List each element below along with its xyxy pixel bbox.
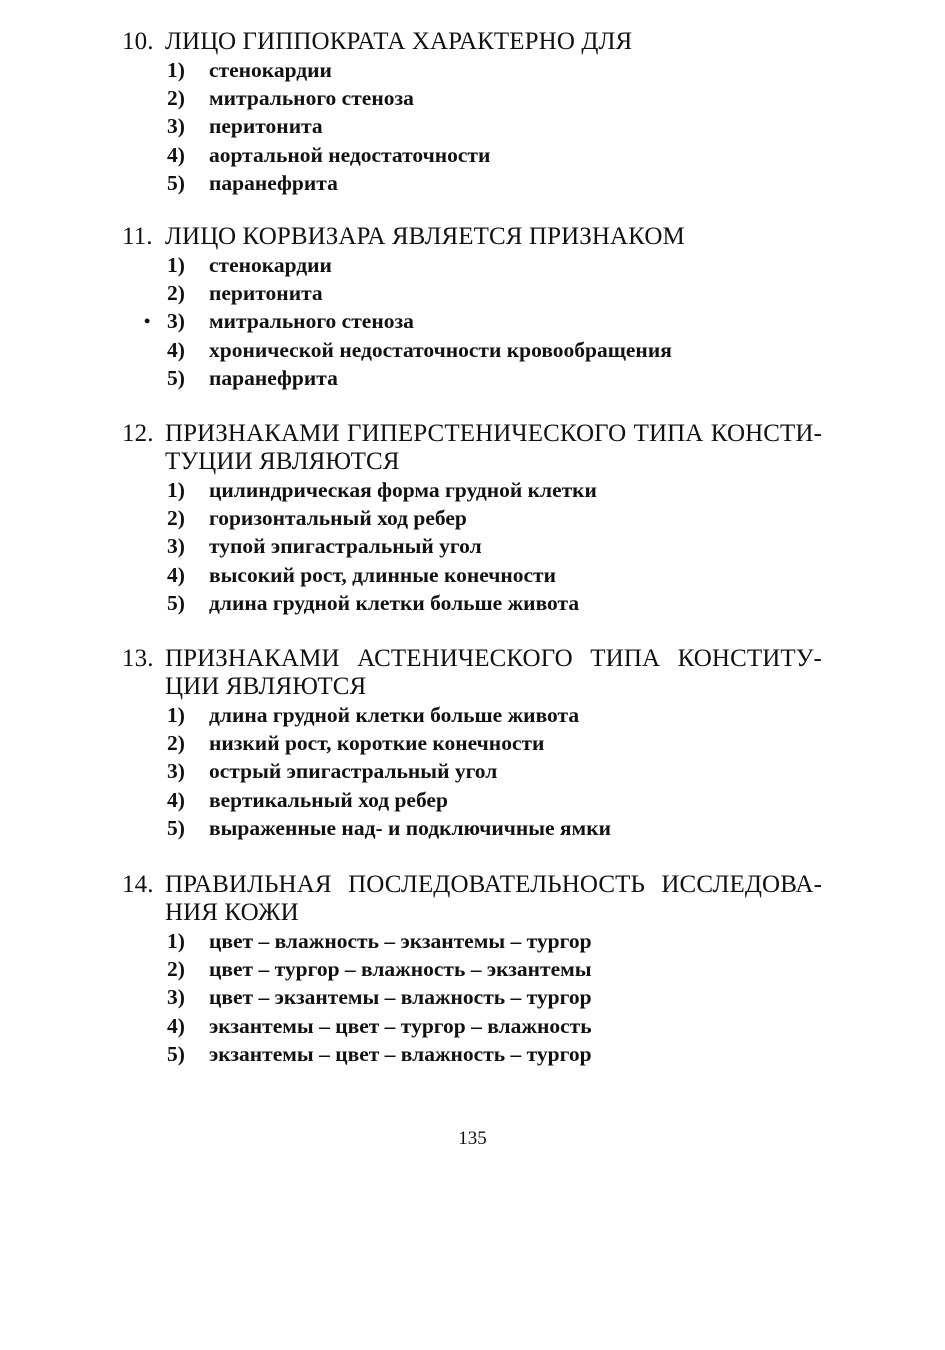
question-number: 10. <box>122 28 154 55</box>
option-text: тупой эпигастральный угол <box>209 534 482 559</box>
question-13 <box>122 645 822 842</box>
answer-option <box>122 336 822 364</box>
option-text: цвет – тургор – влажность – экзантемы <box>209 957 592 982</box>
option-text: митрального стеноза <box>209 309 414 334</box>
option-text: аортальной недостаточности <box>209 142 491 167</box>
option-text: вертикальный ход ребер <box>209 787 448 812</box>
question-title <box>165 420 822 476</box>
answer-options <box>122 701 822 842</box>
option-number: 5) <box>167 815 185 840</box>
answer-option <box>122 476 822 504</box>
option-number: 2) <box>167 506 185 531</box>
question-11 <box>122 223 822 392</box>
answer-option <box>122 84 822 112</box>
option-text: паранефрита <box>209 170 338 195</box>
option-number: 5) <box>167 1041 185 1066</box>
option-text: перитонита <box>209 281 323 306</box>
question-14 <box>122 871 822 1068</box>
answer-option <box>122 112 822 140</box>
answer-option <box>122 532 822 560</box>
question-10 <box>122 28 822 197</box>
answer-option <box>122 927 822 955</box>
option-number: 2) <box>167 281 185 306</box>
option-number: 4) <box>167 1013 185 1038</box>
answer-option <box>122 56 822 84</box>
answer-options <box>122 476 822 617</box>
option-text: митрального стеноза <box>209 86 414 111</box>
option-number: 4) <box>167 142 185 167</box>
question-heading <box>122 223 822 251</box>
question-number: 12. <box>122 420 154 447</box>
question-title-line-1: ПРИЗНАКАМИ ГИПЕРСТЕНИЧЕСКОГО ТИПА КОНСТИ- <box>165 420 822 447</box>
bullet-mark: • <box>144 311 151 332</box>
option-text: цвет – экзантемы – влажность – тургор <box>209 985 592 1010</box>
option-number: 1) <box>167 478 185 502</box>
option-text: перитонита <box>209 114 323 139</box>
option-text: низкий рост, короткие конечности <box>209 731 545 756</box>
question-number: 11. <box>122 223 153 250</box>
answer-option <box>122 814 822 842</box>
option-text: цилиндрическая форма грудной клетки <box>209 478 597 502</box>
option-number: 1) <box>167 929 185 953</box>
question-title-line-2: ЦИИ ЯВЛЯЮТСЯ <box>165 673 367 700</box>
answer-option <box>122 561 822 589</box>
answer-options <box>122 56 822 197</box>
option-text: длина грудной клетки больше живота <box>209 703 580 727</box>
option-number: 2) <box>167 86 185 111</box>
option-text: цвет – влажность – экзантемы – тургор <box>209 929 592 953</box>
option-number: 4) <box>167 337 185 362</box>
option-number: 3) <box>167 985 185 1010</box>
option-number: 3) <box>167 759 185 784</box>
option-number: 1) <box>167 253 185 277</box>
question-heading <box>122 420 822 476</box>
question-title-line-1: ПРИЗНАКАМИ АСТЕНИЧЕСКОГО ТИПА КОНСТИТУ- <box>165 645 822 672</box>
question-heading <box>122 645 822 701</box>
question-number: 13. <box>122 645 154 672</box>
option-text: выраженные над- и подключичные ямки <box>209 815 611 840</box>
answer-option <box>122 364 822 392</box>
option-number: 5) <box>167 590 185 615</box>
option-text: высокий рост, длинные конечности <box>209 562 556 587</box>
option-text: хронической недостаточности кровообращения <box>209 337 672 362</box>
option-number: 5) <box>167 170 185 195</box>
option-text: длина грудной клетки больше живота <box>209 590 580 615</box>
option-text: горизонтальный ход ребер <box>209 506 467 531</box>
option-number: 1) <box>167 703 185 727</box>
option-number: 2) <box>167 731 185 756</box>
option-text: стенокардии <box>209 253 332 277</box>
question-number: 14. <box>122 871 154 898</box>
answer-option <box>122 955 822 983</box>
answer-option <box>122 141 822 169</box>
answer-option <box>122 701 822 729</box>
answer-option <box>122 504 822 532</box>
option-number: 4) <box>167 562 185 587</box>
question-title: ЛИЦО ГИППОКРАТА ХАРАКТЕРНО ДЛЯ <box>165 28 633 55</box>
answer-option <box>122 251 822 279</box>
answer-options <box>122 251 822 392</box>
question-12 <box>122 420 822 617</box>
answer-option <box>122 279 822 307</box>
question-title: ЛИЦО КОРВИЗАРА ЯВЛЯЕТСЯ ПРИЗНАКОМ <box>165 223 685 250</box>
page-number: 135 <box>458 1128 487 1149</box>
answer-option <box>122 169 822 197</box>
answer-option <box>122 983 822 1011</box>
option-number: 3) <box>167 534 185 559</box>
answer-option-marked <box>122 307 822 335</box>
answer-option <box>122 1040 822 1068</box>
answer-option <box>122 589 822 617</box>
option-text: стенокардии <box>209 58 332 82</box>
question-title <box>165 871 822 927</box>
question-title-line-1: ПРАВИЛЬНАЯ ПОСЛЕДОВАТЕЛЬНОСТЬ ИССЛЕДОВА- <box>165 871 822 898</box>
option-number: 3) <box>167 309 185 334</box>
answer-options <box>122 927 822 1068</box>
option-number: 3) <box>167 114 185 139</box>
answer-option <box>122 729 822 757</box>
option-text: экзантемы – цвет – тургор – влажность <box>209 1013 592 1038</box>
answer-option <box>122 1012 822 1040</box>
option-text: острый эпигастральный угол <box>209 759 498 784</box>
option-number: 1) <box>167 58 185 82</box>
option-number: 2) <box>167 957 185 982</box>
option-number: 5) <box>167 365 185 390</box>
answer-option <box>122 757 822 785</box>
question-heading <box>122 871 822 927</box>
question-title-line-2: НИЯ КОЖИ <box>165 899 299 926</box>
option-text: экзантемы – цвет – влажность – тургор <box>209 1041 592 1066</box>
answer-option <box>122 786 822 814</box>
option-text: паранефрита <box>209 365 338 390</box>
question-title <box>165 645 822 701</box>
option-number: 4) <box>167 787 185 812</box>
question-title-line-2: ТУЦИИ ЯВЛЯЮТСЯ <box>165 448 400 475</box>
question-heading <box>122 28 822 56</box>
